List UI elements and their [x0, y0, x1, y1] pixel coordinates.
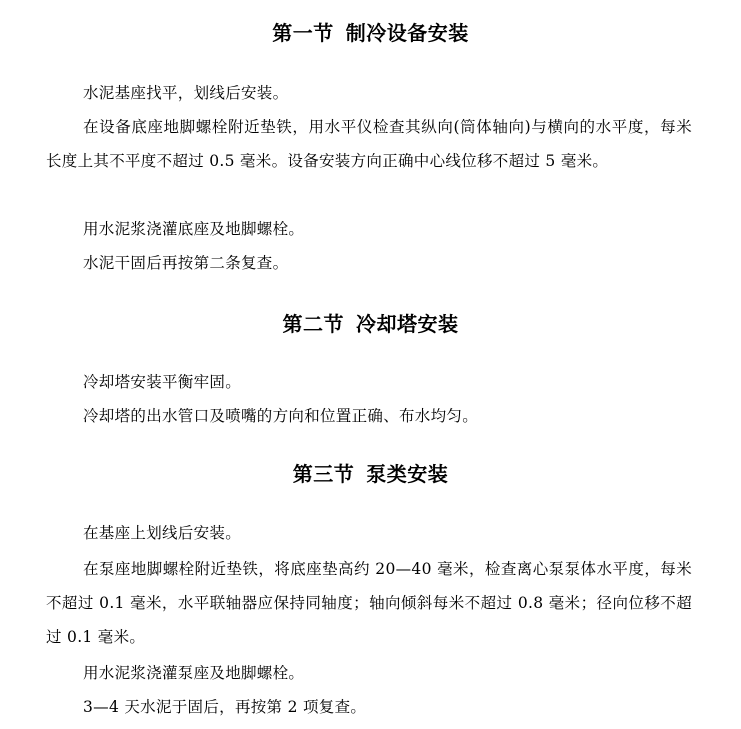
section-2-paragraph-2: 冷却塔的出水管口及喷嘴的方向和位置正确、布水均匀。 [83, 407, 479, 425]
section-2-number: 第二节 [282, 312, 344, 336]
section-1-paragraph-3: 用水泥浆浇灌底座及地脚螺栓。 [83, 220, 305, 238]
section-2-paragraph-1: 冷却塔安装平衡牢固。 [83, 373, 242, 391]
section-3-paragraph-1: 在基座上划线后安装。 [83, 524, 242, 542]
section-1-paragraph-4: 水泥干固后再按第二条复查。 [83, 254, 289, 272]
section-1-paragraph-2: 在设备底座地脚螺栓附近垫铁，用水平仪检查其纵向(筒体轴向)与横向的水平度，每米长度上其不平度不超过 0.5 毫米。设备安装方向正确中心线位移不超过 5 毫米。 [46, 118, 692, 170]
section-3-paragraph-3: 用水泥浆浇灌泵座及地脚螺栓。 [83, 664, 305, 682]
section-3-paragraph-4: 3—4 天水泥于固后，再按第 2 项复查。 [83, 698, 367, 716]
section-3-number: 第三节 [292, 462, 355, 486]
section-3-title: 泵类安装 [366, 462, 449, 486]
section-1-title: 制冷设备安装 [345, 21, 469, 45]
section-1-paragraph-1: 水泥基座找平，划线后安装。 [83, 84, 289, 102]
section-1-number: 第一节 [272, 21, 334, 45]
section-2-heading [0, 310, 741, 338]
section-3-heading [0, 460, 741, 488]
section-1-heading [0, 19, 741, 47]
section-2-title: 冷却塔安装 [356, 312, 459, 336]
section-3-paragraph-2: 在泵座地脚螺栓附近垫铁，将底座垫高约 20—40 毫米，检查离心泵泵体水平度，每米不超过 0.1 毫米，水平联轴器应保持同轴度；轴向倾斜每米不超过 0.8 毫米；径向位移不超过 0.1 毫米。 [46, 560, 692, 646]
